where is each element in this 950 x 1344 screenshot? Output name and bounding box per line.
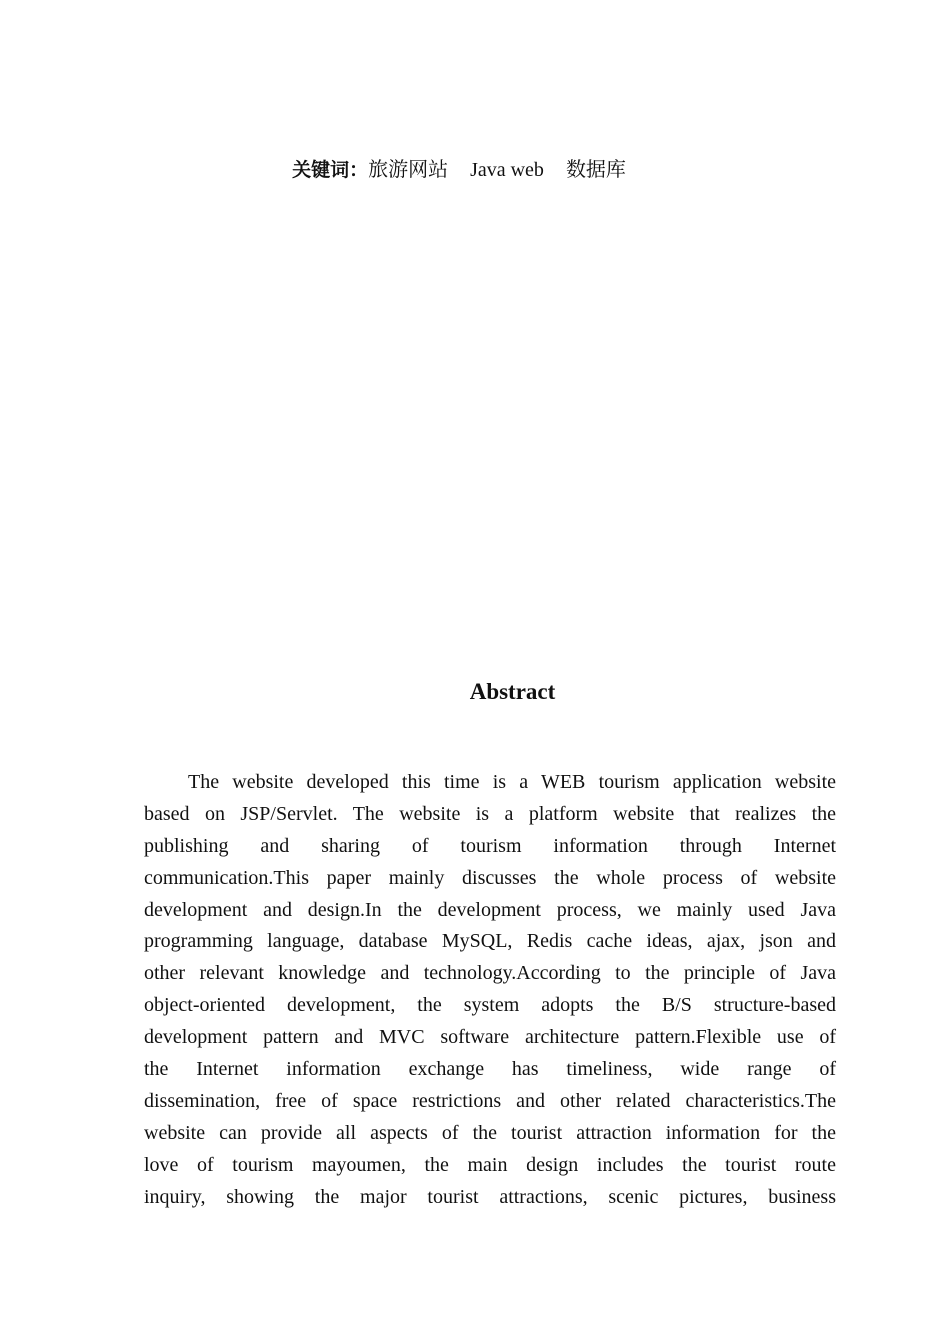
abstract-line: inquiry, showing the major tourist attractions, scenic pictures, business — [144, 1185, 836, 1208]
abstract-line: love of tourism mayoumen, the main design includes the tourist route — [144, 1153, 836, 1176]
abstract-line: based on JSP/Servlet. The website is a platform website that realizes the — [144, 802, 836, 825]
abstract-line: communication.This paper mainly discusses the whole process of website — [144, 866, 836, 889]
abstract-line: website can provide all aspects of the tourist attraction information for the — [144, 1121, 836, 1144]
abstract-line: The website developed this time is a WEB tourism application website — [188, 771, 836, 793]
keyword-item: 数据库 — [565, 159, 626, 181]
abstract-paragraph — [144, 767, 836, 1213]
abstract-line: publishing and sharing of tourism information through Internet — [144, 834, 836, 857]
abstract-heading: Abstract — [469, 679, 556, 704]
abstract-line: dissemination, free of space restrictions and other related characteristics.The — [144, 1089, 836, 1112]
keyword-item: Java web — [470, 159, 544, 181]
keywords-line — [0, 156, 918, 184]
keywords-label: 关键词： — [292, 159, 369, 181]
abstract-line: programming language, database MySQL, Redis cache ideas, ajax, json and — [144, 930, 836, 953]
abstract-line: development and design.In the development process, we mainly used Java — [144, 898, 836, 921]
abstract-line: object-oriented development, the system adopts the B/S structure-based — [144, 994, 836, 1017]
keyword-item: 旅游网站 — [368, 159, 449, 181]
abstract-line: development pattern and MVC software architecture pattern.Flexible use of — [144, 1026, 836, 1049]
abstract-line: the Internet information exchange has timeliness, wide range of — [144, 1058, 836, 1081]
abstract-line: other relevant knowledge and technology.According to the principle of Java — [144, 962, 836, 985]
